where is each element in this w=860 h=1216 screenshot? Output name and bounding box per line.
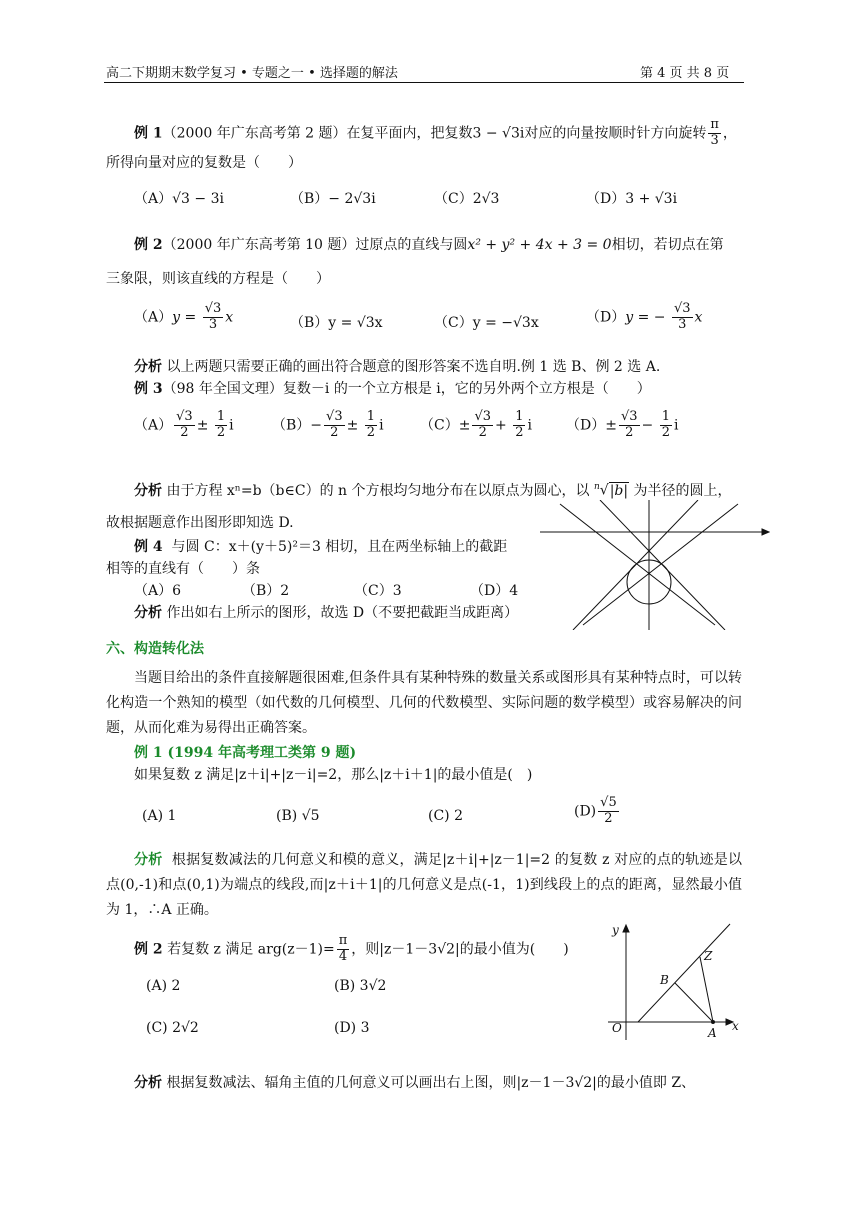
ex5-stem: 如果复数 z 满足|z＋i|+|z－i|=2，那么|z＋i＋1|的最小值是( ) (134, 767, 533, 783)
fig2-label-y: y (612, 923, 619, 937)
analysis5: 分析 根据复数减法、辐角主值的几何意义可以画出右上图，则|z－1－3√2|的最小值即 Z、 (134, 1075, 696, 1091)
ex3-option-b: （B）− $\frac{√3}{2}$ ± $\frac{1}{2}$ i (272, 409, 384, 440)
ex1-stem-c: 所得向量对应的复数是（ ） (106, 155, 302, 171)
ex1-line1: 例 1（2000 年广东高考第 2 题）在复平面内，把复数3 − √3i对应的向量按顺时针方向旋转 $\frac{\pi}{3}$ ， (134, 117, 737, 148)
ex6-option-a: (A) 2 (146, 978, 181, 994)
ex6-option-d: (D) 3 (334, 1020, 370, 1036)
analysis3: 分析 作出如右上所示的图形，故选 D（不要把截距当成距离） (134, 605, 519, 621)
ex3-option-c: （C）± $\frac{√3}{2}$ + $\frac{1}{2}$ i (420, 409, 532, 440)
ex2-stem-b: 相切，若切点在第 (611, 237, 724, 253)
ex5-option-a: (A) 1 (142, 808, 177, 824)
ex2-option-a: （A）y = $\frac{√3}{3}$ x (134, 301, 234, 332)
intro-paragraph: 当题目给出的条件直接解题很困难,但条件具有某种特殊的数量关系或图形具有某种特点时，可以转化构造一个熟知的模型（如代数的几何模型、几何的代数模型、实际问题的数学模型）或容易解决的问题，从而化难为易得出正确答案。 (106, 670, 742, 736)
ex1-stem-b: 对应的向量按顺时针方向旋转 (524, 125, 707, 142)
ex2-label: 例 2 (134, 237, 163, 253)
ex4-stem-b: 相等的直线有（ ）条 (106, 561, 260, 577)
fig2-label-b: B (660, 973, 669, 987)
ex2-option-b: （B）y = √3x (290, 315, 383, 331)
analysis2-line2: 故根据题意作出图形即知选 D. (106, 515, 294, 531)
ex1-fraction: $\frac{\pi}{3}$ (710, 117, 719, 148)
section-title: 六、构造转化法 (106, 641, 204, 657)
ex1-option-a: （A）√3 − 3i (134, 191, 224, 207)
header-rule (104, 82, 744, 83)
figure-tangent-lines (540, 500, 770, 630)
ex2-stem-a: （2000 年广东高考第 10 题）过原点的直线与圆 (162, 237, 468, 253)
ex1-option-b: （B）− 2√3i (290, 191, 376, 207)
ex3-stem: 例 3（98 年全国文理）复数－i 的一个立方根是 i，它的另外两个立方根是（ ） (134, 381, 651, 397)
ex5-label: 例 1 (1994 年高考理工类第 9 题) (134, 745, 357, 761)
header-left: 高二下期期末数学复习 • 专题之一 • 选择题的解法 (106, 66, 398, 81)
ex1-expr: 3 − √3i (472, 125, 525, 142)
ex6-option-c: (C) 2√2 (146, 1020, 199, 1036)
ex2-stem-c: 三象限，则该直线的方程是（ ） (106, 271, 330, 287)
analysis1: 分析 以上两题只需要正确的画出符合题意的图形答案不选自明.例 1 选 B、例 2 选 A. (134, 359, 661, 375)
ex5-option-d: (D) $\frac{√5}{2}$ (574, 795, 617, 826)
ex6-option-b: (B) 3√2 (334, 978, 387, 994)
ex2-expr: x² + y² + 4x + 3 = 0 (467, 237, 612, 253)
ex1-label: 例 1 (134, 125, 163, 142)
figure-arg-diagram (600, 922, 760, 1042)
ex5-option-c: (C) 2 (428, 808, 463, 824)
fig2-label-o: O (612, 1021, 622, 1035)
ex1-option-d: （D）3 + √3i (586, 191, 678, 207)
ex4-option-d: （D）4 (470, 583, 519, 599)
fig2-label-a: A (708, 1026, 717, 1040)
nth-root-b: $^n$√|b| (593, 482, 629, 499)
fig2-label-x: x (732, 1019, 739, 1033)
ex3-option-d: （D）± $\frac{√3}{2}$ − $\frac{1}{2}$ i (566, 409, 679, 440)
ex1-stem-a: （2000 年广东高考第 2 题）在复平面内，把复数 (162, 125, 473, 142)
ex2-line1 (134, 234, 724, 254)
analysis2-line1: 分析 由于方程 xⁿ=b（b∈C）的 n 个方根均匀地分布在以原点为圆心，以 $^n$√|b| 为半径的圆上， (134, 482, 732, 499)
ex2-option-d: （D）y = − $\frac{√3}{3}$ x (586, 301, 703, 332)
ex4-option-a: （A）6 (134, 583, 182, 599)
ex6-stem: 例 2 若复数 z 满足 arg(z－1)= $\frac{\pi}{4}$ ，则|z－1－3√2|的最小值为( ) (134, 933, 569, 964)
ex4-option-b: （B）2 (242, 583, 290, 599)
ex4-stem-a: 例 4 与圆 C：x＋(y＋5)²＝3 相切，且在两坐标轴上的截距 (134, 539, 508, 555)
fig2-label-z: Z (704, 949, 713, 963)
ex5-option-b: (B) √5 (276, 808, 320, 824)
ex4-option-c: （C）3 (354, 583, 402, 599)
analysis4: 分析 根据复数减法的几何意义和模的意义，满足|z＋i|+|z－1|=2 的复数 z 对应的点的轨迹是以点(0,-1)和点(0,1)为端点的线段,而|z＋i＋1|的几何意义是点(-1，1)到线段上的点的距离，显然最小值为 1，∴A 正确。 (106, 852, 743, 918)
ex3-option-a: （A） $\frac{√3}{2}$ ± $\frac{1}{2}$ i (134, 409, 234, 440)
ex2-option-c: （C）y = −√3x (434, 315, 539, 331)
header-right: 第 4 页 共 8 页 (640, 66, 730, 81)
ex1-option-c: （C）2√3 (434, 191, 500, 207)
